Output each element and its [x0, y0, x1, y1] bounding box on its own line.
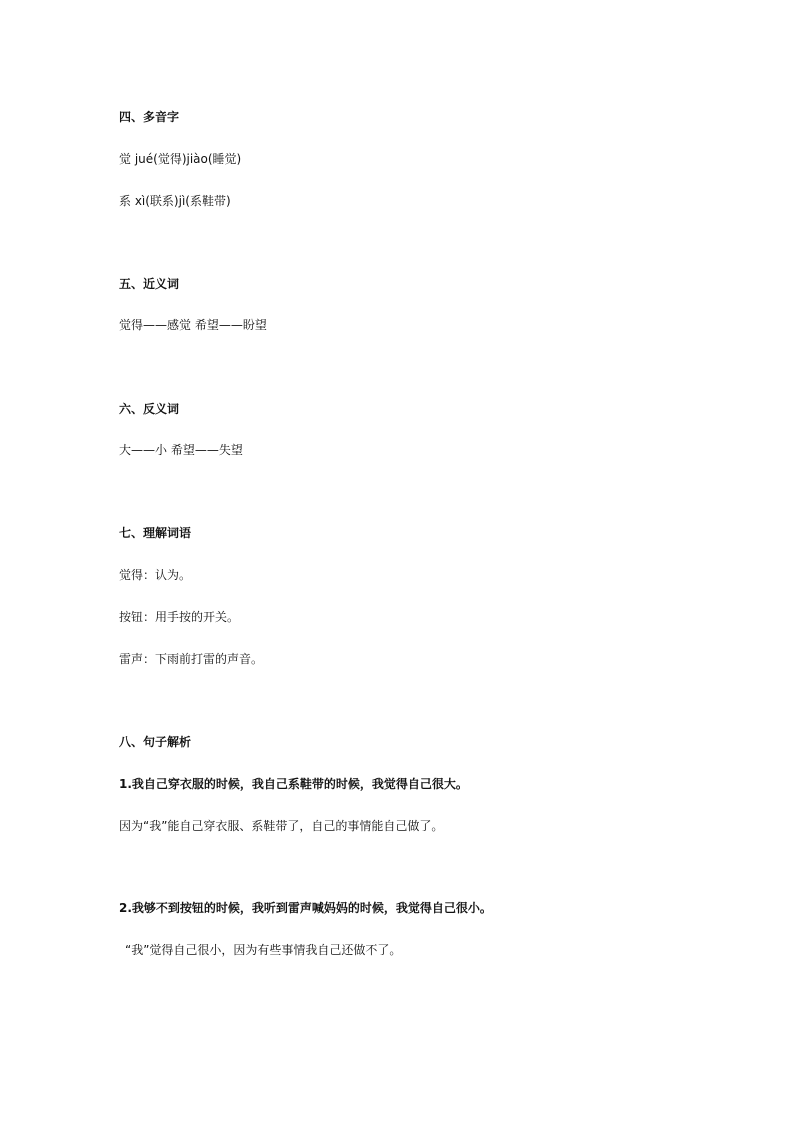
section-heading-antonyms: 六、反义词: [119, 402, 180, 416]
section-heading-word-meaning: 七、理解词语: [119, 526, 192, 540]
sentence-2: 2.我够不到按钮的时候，我听到雷声喊妈妈的时候，我觉得自己很小。: [119, 901, 492, 915]
synonyms-line: 觉得——感觉 希望——盼望: [119, 318, 267, 332]
sentence-1: 1.我自己穿衣服的时候，我自己系鞋带的时候，我觉得自己很大。: [119, 777, 468, 791]
word-meaning-leisheng: 雷声：下雨前打雷的声音。: [119, 652, 264, 666]
word-meaning-juede: 觉得：认为。: [119, 568, 192, 582]
antonyms-line: 大——小 希望——失望: [119, 443, 243, 457]
analysis-2: “我”觉得自己很小，因为有些事情我自己还做不了。: [125, 943, 402, 957]
section-heading-synonyms: 五、近义词: [119, 277, 180, 291]
section-heading-sentence-analysis: 八、句子解析: [119, 735, 192, 749]
polyphonic-line-xi: 系 xì(联系)jì(系鞋带): [119, 194, 231, 208]
analysis-1: 因为“我”能自己穿衣服、系鞋带了，自己的事情能自己做了。: [119, 819, 444, 833]
word-meaning-anniu: 按钮：用手按的开关。: [119, 610, 240, 624]
section-heading-polyphonic: 四、多音字: [119, 110, 180, 124]
polyphonic-line-jue: 觉 jué(觉得)jiào(睡觉): [119, 152, 242, 166]
